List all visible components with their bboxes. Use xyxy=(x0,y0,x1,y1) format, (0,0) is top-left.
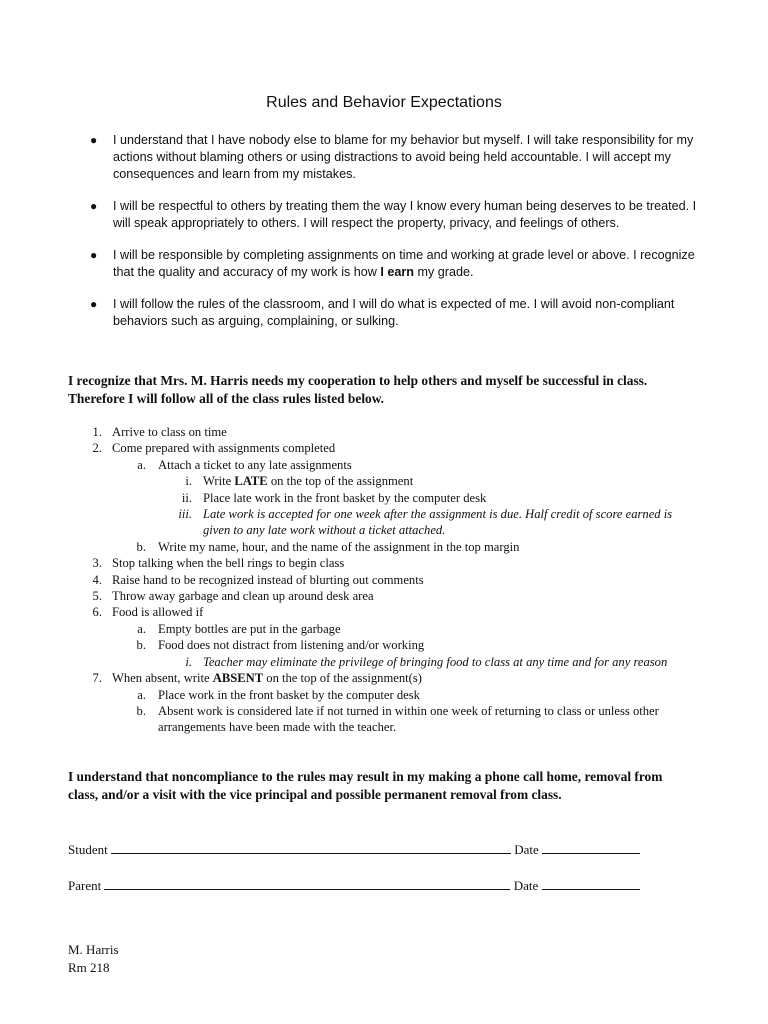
date-label: Date xyxy=(513,878,539,893)
bullet-text: I will follow the rules of the classroom, and I will do what is expected of me. I will avoid non-compliant behaviors such as arguing, complaining, or sulking. xyxy=(113,297,675,328)
rule-subsubitem: ii. Place late work in the front basket by the computer desk xyxy=(181,490,487,505)
list-item xyxy=(90,247,700,281)
student-date-field[interactable] xyxy=(542,840,640,854)
bullet-text: I will be respectful to others by treating them the way I know every human being deserves to be treated. I will speak appropriately to others. I will respect the property, privacy, and feelings of others. xyxy=(113,199,697,230)
parent-signature-field[interactable] xyxy=(104,876,510,890)
rule-item: 2. Come prepared with assignments completed xyxy=(92,441,336,456)
list-item xyxy=(90,296,700,330)
rule-subitem: b. Write my name, hour, and the name of the assignment in the top margin xyxy=(136,539,520,554)
room-number: Rm 218 xyxy=(68,960,110,975)
bullet-icon: ● xyxy=(90,133,98,147)
parent-date-field[interactable] xyxy=(542,876,640,890)
bullet-icon: ● xyxy=(90,248,98,262)
student-signature-row xyxy=(68,840,668,859)
teacher-name: M. Harris xyxy=(68,942,119,957)
rule-item: 5. Throw away garbage and clean up around desk area xyxy=(92,589,374,604)
rule-subitem: a. Place work in the front basket by the computer desk xyxy=(137,687,420,702)
rule-subitem: b. Absent work is considered late if not turned in within one week of returning to class or unless other arrangements have been made with the teacher. xyxy=(136,703,659,735)
bullet-text: I understand that I have nobody else to blame for my behavior but myself. I will take responsibility for my actions without blaming others or using distractions to avoid being held accountable. I will accept my consequences and learn from my mistakes. xyxy=(113,133,694,181)
noncompliance-statement: I understand that noncompliance to the rules may result in my making a phone call home, removal from class, and/or a visit with the vice principal and possible permanent removal from class. xyxy=(68,769,663,802)
list-item xyxy=(90,132,700,183)
footer xyxy=(68,941,119,977)
list-item xyxy=(90,198,700,232)
rule-subsubitem: iii. Late work is accepted for one week after the assignment is due. Half credit of score earned is given to any late work without a ticket attached. xyxy=(178,507,673,538)
intro-statement: I recognize that Mrs. M. Harris needs my cooperation to help others and myself be successful in class. Therefore I will follow all of the class rules listed below. xyxy=(68,373,648,406)
bullet-icon: ● xyxy=(90,297,98,311)
student-signature-field[interactable] xyxy=(111,840,511,854)
student-label: Student xyxy=(68,842,108,857)
rule-item: 1. Arrive to class on time xyxy=(92,425,227,439)
rule-item: 3. Stop talking when the bell rings to begin class xyxy=(92,556,345,571)
rule-subitem: b. Food does not distract from listening and/or working xyxy=(136,638,425,653)
rule-item: 6. Food is allowed if xyxy=(92,605,204,620)
expectations-list xyxy=(90,132,700,345)
rule-item: 7. When absent, write ABSENT on the top of the assignment(s) xyxy=(92,671,422,686)
rule-subsubitem: i. Teacher may eliminate the privilege of bringing food to class at any time and for any reason xyxy=(185,654,668,669)
rule-item: 4. Raise hand to be recognized instead of blurting out comments xyxy=(92,572,424,587)
bullet-text: I will be responsible by completing assignments on time and working at grade level or above. I recognize that the quality and accuracy of my work is how I earn my grade. xyxy=(113,248,695,279)
parent-label: Parent xyxy=(68,878,102,893)
rule-subitem: a. Attach a ticket to any late assignments xyxy=(137,457,352,472)
bullet-icon: ● xyxy=(90,199,98,213)
class-rules-list xyxy=(68,424,688,736)
page-title: Rules and Behavior Expectations xyxy=(266,94,502,111)
rule-subitem: a. Empty bottles are put in the garbage xyxy=(137,621,341,636)
rule-subsubitem: i. Write LATE on the top of the assignment xyxy=(185,474,414,489)
parent-signature-row xyxy=(68,876,668,895)
bold-emphasis: I earn xyxy=(380,265,414,279)
date-label: Date xyxy=(514,842,539,857)
